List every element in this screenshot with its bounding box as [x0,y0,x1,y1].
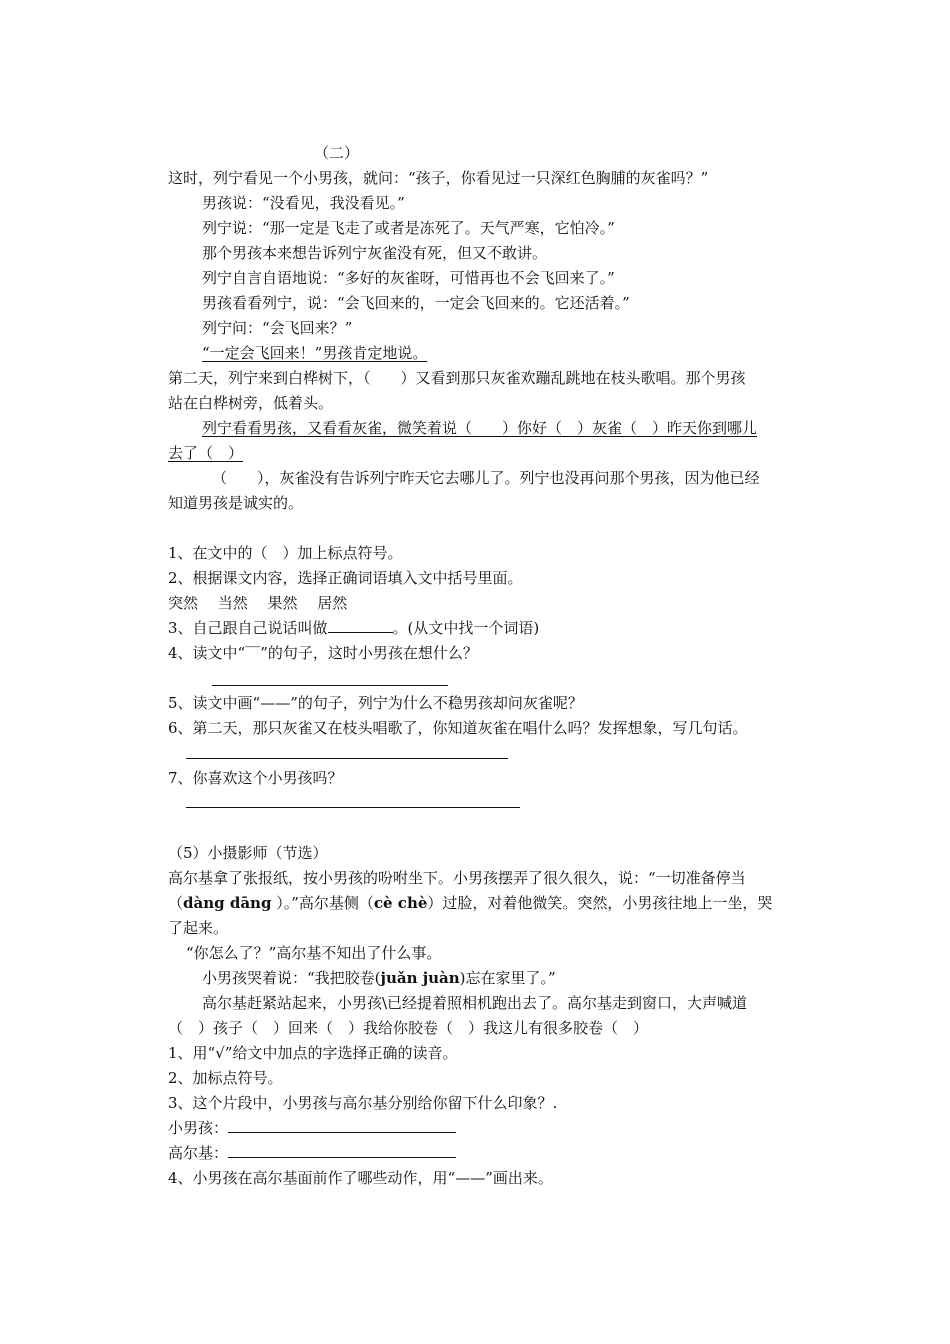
question-2: 2、加标点符号。 [168,1069,283,1087]
paragraph: 男孩说：“没看见，我没看见。” [202,194,405,212]
answer-blank[interactable] [228,1143,456,1158]
paragraph: 高尔基拿了张报纸，按小男孩的吩咐坐下。小男孩摆弄了很久很久，说：“一切准备停当 [168,869,746,887]
paragraph: （ ）孩子（ ）回来（ ）我给你胶卷（ ）我这儿有很多胶卷（ ） [168,1019,649,1037]
question-1: 1、用“√”给文中加点的字选择正确的读音。 [168,1044,458,1062]
question-6: 6、第二天，那只灰雀又在枝头唱歌了，你知道灰雀在唱什么吗？发挥想象，写几句话。 [168,719,748,737]
text: 小男孩哭着说：“我把胶卷( [202,969,381,987]
underlined-sentence: “一定会飞回来！”男孩肯定地说。 [202,344,428,362]
underlined-sentence: 列宁看看男孩，又看看灰雀，微笑着说（ ）你好（ ）灰雀（ ）昨天你到哪儿 [202,419,758,437]
pinyin: cè chè [373,894,428,912]
paragraph: 了起来。 [168,919,229,937]
paragraph: 列宁说：“那一定是飞走了或者是冻死了。天气严寒，它怕冷。” [202,219,615,237]
question-3 [168,618,539,638]
paragraph: 知道男孩是诚实的。 [168,494,304,512]
pinyin: juǎn juàn [380,969,460,987]
text: )忘在家里了。” [459,969,556,987]
text: （ [168,894,184,912]
gorky-label: 高尔基： [168,1144,229,1162]
paragraph: 第二天，列宁来到白桦树下，（ ）又看到那只灰雀欢蹦乱跳地在枝头歌唱。那个男孩 [168,369,746,387]
question-4: 4、读文中“‾‾”的句子，这时小男孩在想什么？ [168,644,478,662]
answer-blank[interactable] [228,1118,456,1133]
pinyin: dàng dāng [183,894,272,912]
answer-line[interactable] [186,807,520,808]
question-3-note: 。(从文中找一个词语) [392,619,540,637]
underlined-sentence: 去了（ ） [168,444,244,462]
section5-heading: （5）小摄影师（节选） [168,844,328,862]
paragraph: 站在白桦树旁，低着头。 [168,394,334,412]
word-choices: 突然 当然 果然 居然 [168,594,348,612]
answer-line[interactable] [186,758,508,759]
paragraph [202,968,556,988]
section2-heading: （二） [314,144,360,162]
question-3-text: 3、自己跟自己说话叫做 [168,619,328,637]
paragraph: 这时，列宁看见一个小男孩，就问：“孩子，你看见过一只深红色胸脯的灰雀吗？” [168,169,709,187]
paragraph: （ ），灰雀没有告诉列宁昨天它去哪儿了。列宁也没再问那个男孩，因为他已经 [212,469,760,487]
text: ）。”高尔基侧（ [276,894,374,912]
paragraph: 男孩看看列宁，说：“会飞回来的，一定会飞回来的。它还活着。” [202,294,630,312]
question-7: 7、你喜欢这个小男孩吗？ [168,769,343,787]
boy-impression [168,1118,456,1138]
question-1: 1、在文中的（ ）加上标点符号。 [168,544,403,562]
question-3: 3、这个片段中，小男孩与高尔基分别给你留下什么印象？. [168,1094,558,1112]
paragraph: “你怎么了？”高尔基不知出了什么事。 [186,944,442,962]
question-2: 2、根据课文内容，选择正确词语填入文中括号里面。 [168,569,523,587]
paragraph [168,893,772,913]
answer-blank[interactable] [328,618,393,633]
paragraph: 列宁自言自语地说：“多好的灰雀呀，可惜再也不会飞回来了。” [202,269,615,287]
text: ）过脸，对着他微笑。突然，小男孩往地上一坐，哭 [427,894,773,912]
paragraph: 列宁问：“会飞回来？” [202,319,353,337]
boy-label: 小男孩： [168,1119,229,1137]
paragraph: 那个男孩本来想告诉列宁灰雀没有死，但又不敢讲。 [202,244,548,262]
gorky-impression [168,1143,456,1163]
answer-line[interactable] [212,685,448,686]
question-5: 5、读文中画“——”的句子，列宁为什么不稳男孩却问灰雀呢？ [168,694,583,712]
paragraph: 高尔基赶紧站起来，小男孩\已经提着照相机跑出去了。高尔基走到窗口，大声喊道 [202,994,748,1012]
question-4: 4、小男孩在高尔基面前作了哪些动作，用“——”画出来。 [168,1169,553,1187]
